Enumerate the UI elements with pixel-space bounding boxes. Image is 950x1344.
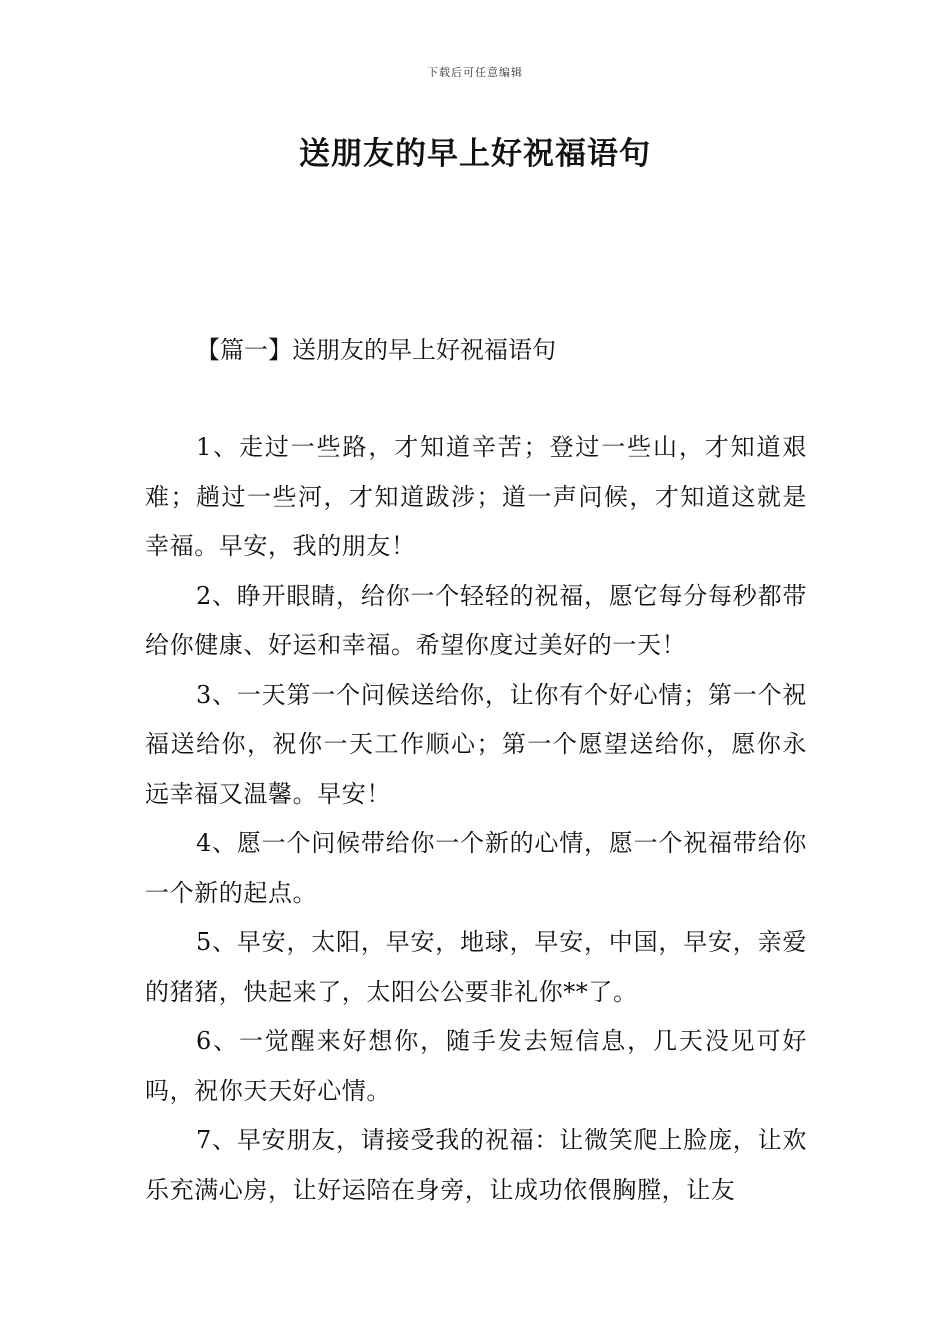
document-body — [145, 423, 807, 1215]
page-title: 送朋友的早上好祝福语句 — [299, 136, 651, 172]
paragraph: 5、早安，太阳，早安，地球，早安，中国，早安，亲爱的猪猪，快起来了，太阳公公要非礼你**了。 — [145, 928, 807, 1006]
paragraph: 4、愿一个问候带给你一个新的心情，愿一个祝福带给你一个新的起点。 — [145, 829, 807, 907]
paragraph: 3、一天第一个问候送给你，让你有个好心情；第一个祝福送给你，祝你一天工作顺心；第一个愿望送给你，愿你永远幸福又温馨。早安！ — [145, 680, 807, 808]
header-note: 下载后可任意编辑 — [427, 66, 523, 79]
paragraph: 6、一觉醒来好想你，随手发去短信息，几天没见可好吗，祝你天天好心情。 — [145, 1027, 807, 1105]
section-heading: 【篇一】送朋友的早上好祝福语句 — [196, 336, 556, 364]
paragraph: 7、早安朋友，请接受我的祝福：让微笑爬上脸庞，让欢乐充满心房，让好运陪在身旁，让成功依偎胸膛，让友 — [145, 1126, 807, 1204]
paragraph: 1、走过一些路，才知道辛苦；登过一些山，才知道艰难；趟过一些河，才知道跋涉；道一声问候，才知道这就是幸福。早安，我的朋友！ — [145, 433, 807, 560]
paragraph: 2、睁开眼睛，给你一个轻轻的祝福，愿它每分每秒都带给你健康、好运和幸福。希望你度过美好的一天！ — [145, 581, 807, 659]
